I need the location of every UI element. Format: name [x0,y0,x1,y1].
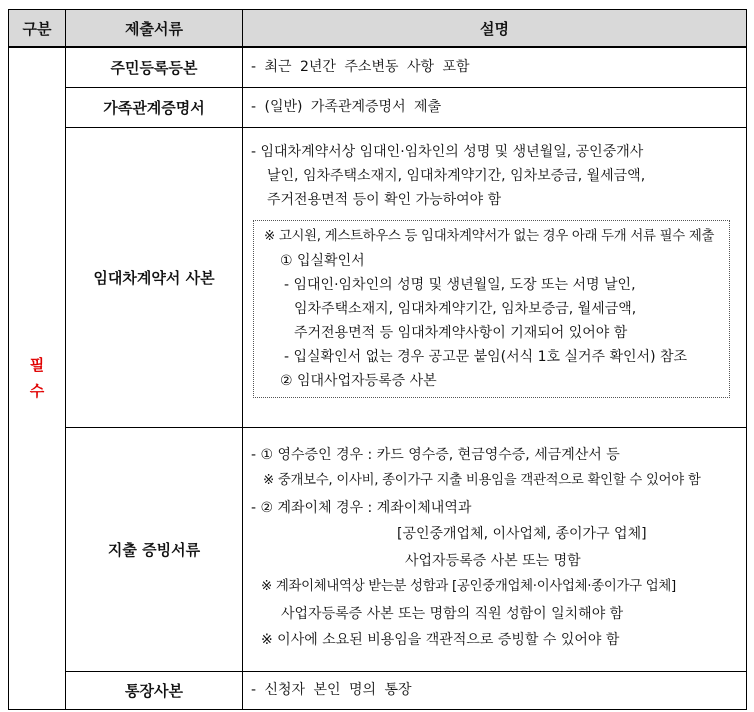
doc-description [243,427,747,671]
category-char-1: 필 [29,356,45,375]
note-line: - 임대인·임차인의 성명 및 생년월일, 도장 또는 서명 날인, [284,276,636,293]
document-requirements-table [8,9,747,710]
doc-name: 주민등록등본 [66,47,243,87]
note-box [253,220,730,398]
doc-name: 지출 증빙서류 [66,427,243,671]
table-row [9,427,747,671]
header-category: 구분 [9,10,66,48]
doc-name: 임대차계약서 사본 [66,127,243,427]
doc-name: 가족관계증명서 [66,87,243,127]
table-header-row [9,10,747,48]
desc-line: 날인, 임차주택소재지, 임대차계약기간, 임차보증금, 월세금액, [267,167,646,184]
doc-description [243,671,747,709]
desc-line: ※ 계좌이체내역상 받는분 성함과 [공인중개업체·이사업체·종이가구 업체] [261,579,676,594]
desc-line: - 최근 2년간 주소변동 사항 포함 [251,59,470,76]
category-char-2: 수 [29,382,45,401]
table-row [9,47,747,87]
doc-description [243,87,747,127]
desc-line: - ① 영수증인 경우 : 카드 영수증, 현금영수증, 세금계산서 등 [251,446,620,463]
table-row [9,127,747,427]
desc-line: - (일반) 가족관계증명서 제출 [251,99,442,115]
note-line: ※ 고시원, 게스트하우스 등 임대차계약서가 없는 경우 아래 두개 서류 필수 제출 [264,228,715,244]
note-line: 임차주택소재지, 임대차계약기간, 임차보증금, 월세금액, [294,300,637,317]
doc-name: 통장사본 [66,671,243,709]
desc-line: - 임대차계약서상 임대인·임차인의 성명 및 생년월일, 공인중개사 [251,143,644,160]
desc-line: - ② 계좌이체 경우 : 계좌이체내역과 [251,499,472,516]
note-line: 주거전용면적 등 임대차계약사항이 기재되어 있어야 함 [294,324,628,341]
table-row [9,671,747,709]
note-line: ① 입실확인서 [280,252,365,269]
header-description: 설명 [243,10,747,48]
desc-line: 사업자등록증 사본 또는 명함 [405,552,581,569]
desc-line: ※ 이사에 소요된 비용임을 객관적으로 증빙할 수 있어야 함 [261,632,620,648]
doc-description [243,127,747,427]
table-row [9,87,747,127]
note-line: - 입실확인서 없는 경우 공고문 붙임(서식 1호 실거주 확인서) 참조 [284,348,688,365]
note-line: ② 임대사업자등록증 사본 [280,372,437,389]
desc-line: 주거전용면적 등이 확인 가능하여야 함 [267,191,502,208]
doc-description [243,47,747,87]
desc-line: [공인중개업체, 이사업체, 종이가구 업체] [397,526,647,542]
desc-line: ※ 중개보수, 이사비, 종이가구 지출 비용임을 객관적으로 확인할 수 있어야 함 [263,473,701,488]
desc-line: - 신청자 본인 명의 통장 [251,682,412,698]
category-required [9,47,66,709]
desc-line: 사업자등록증 사본 또는 명함의 직원 성함이 일치해야 함 [281,605,624,622]
header-documents: 제출서류 [66,10,243,48]
